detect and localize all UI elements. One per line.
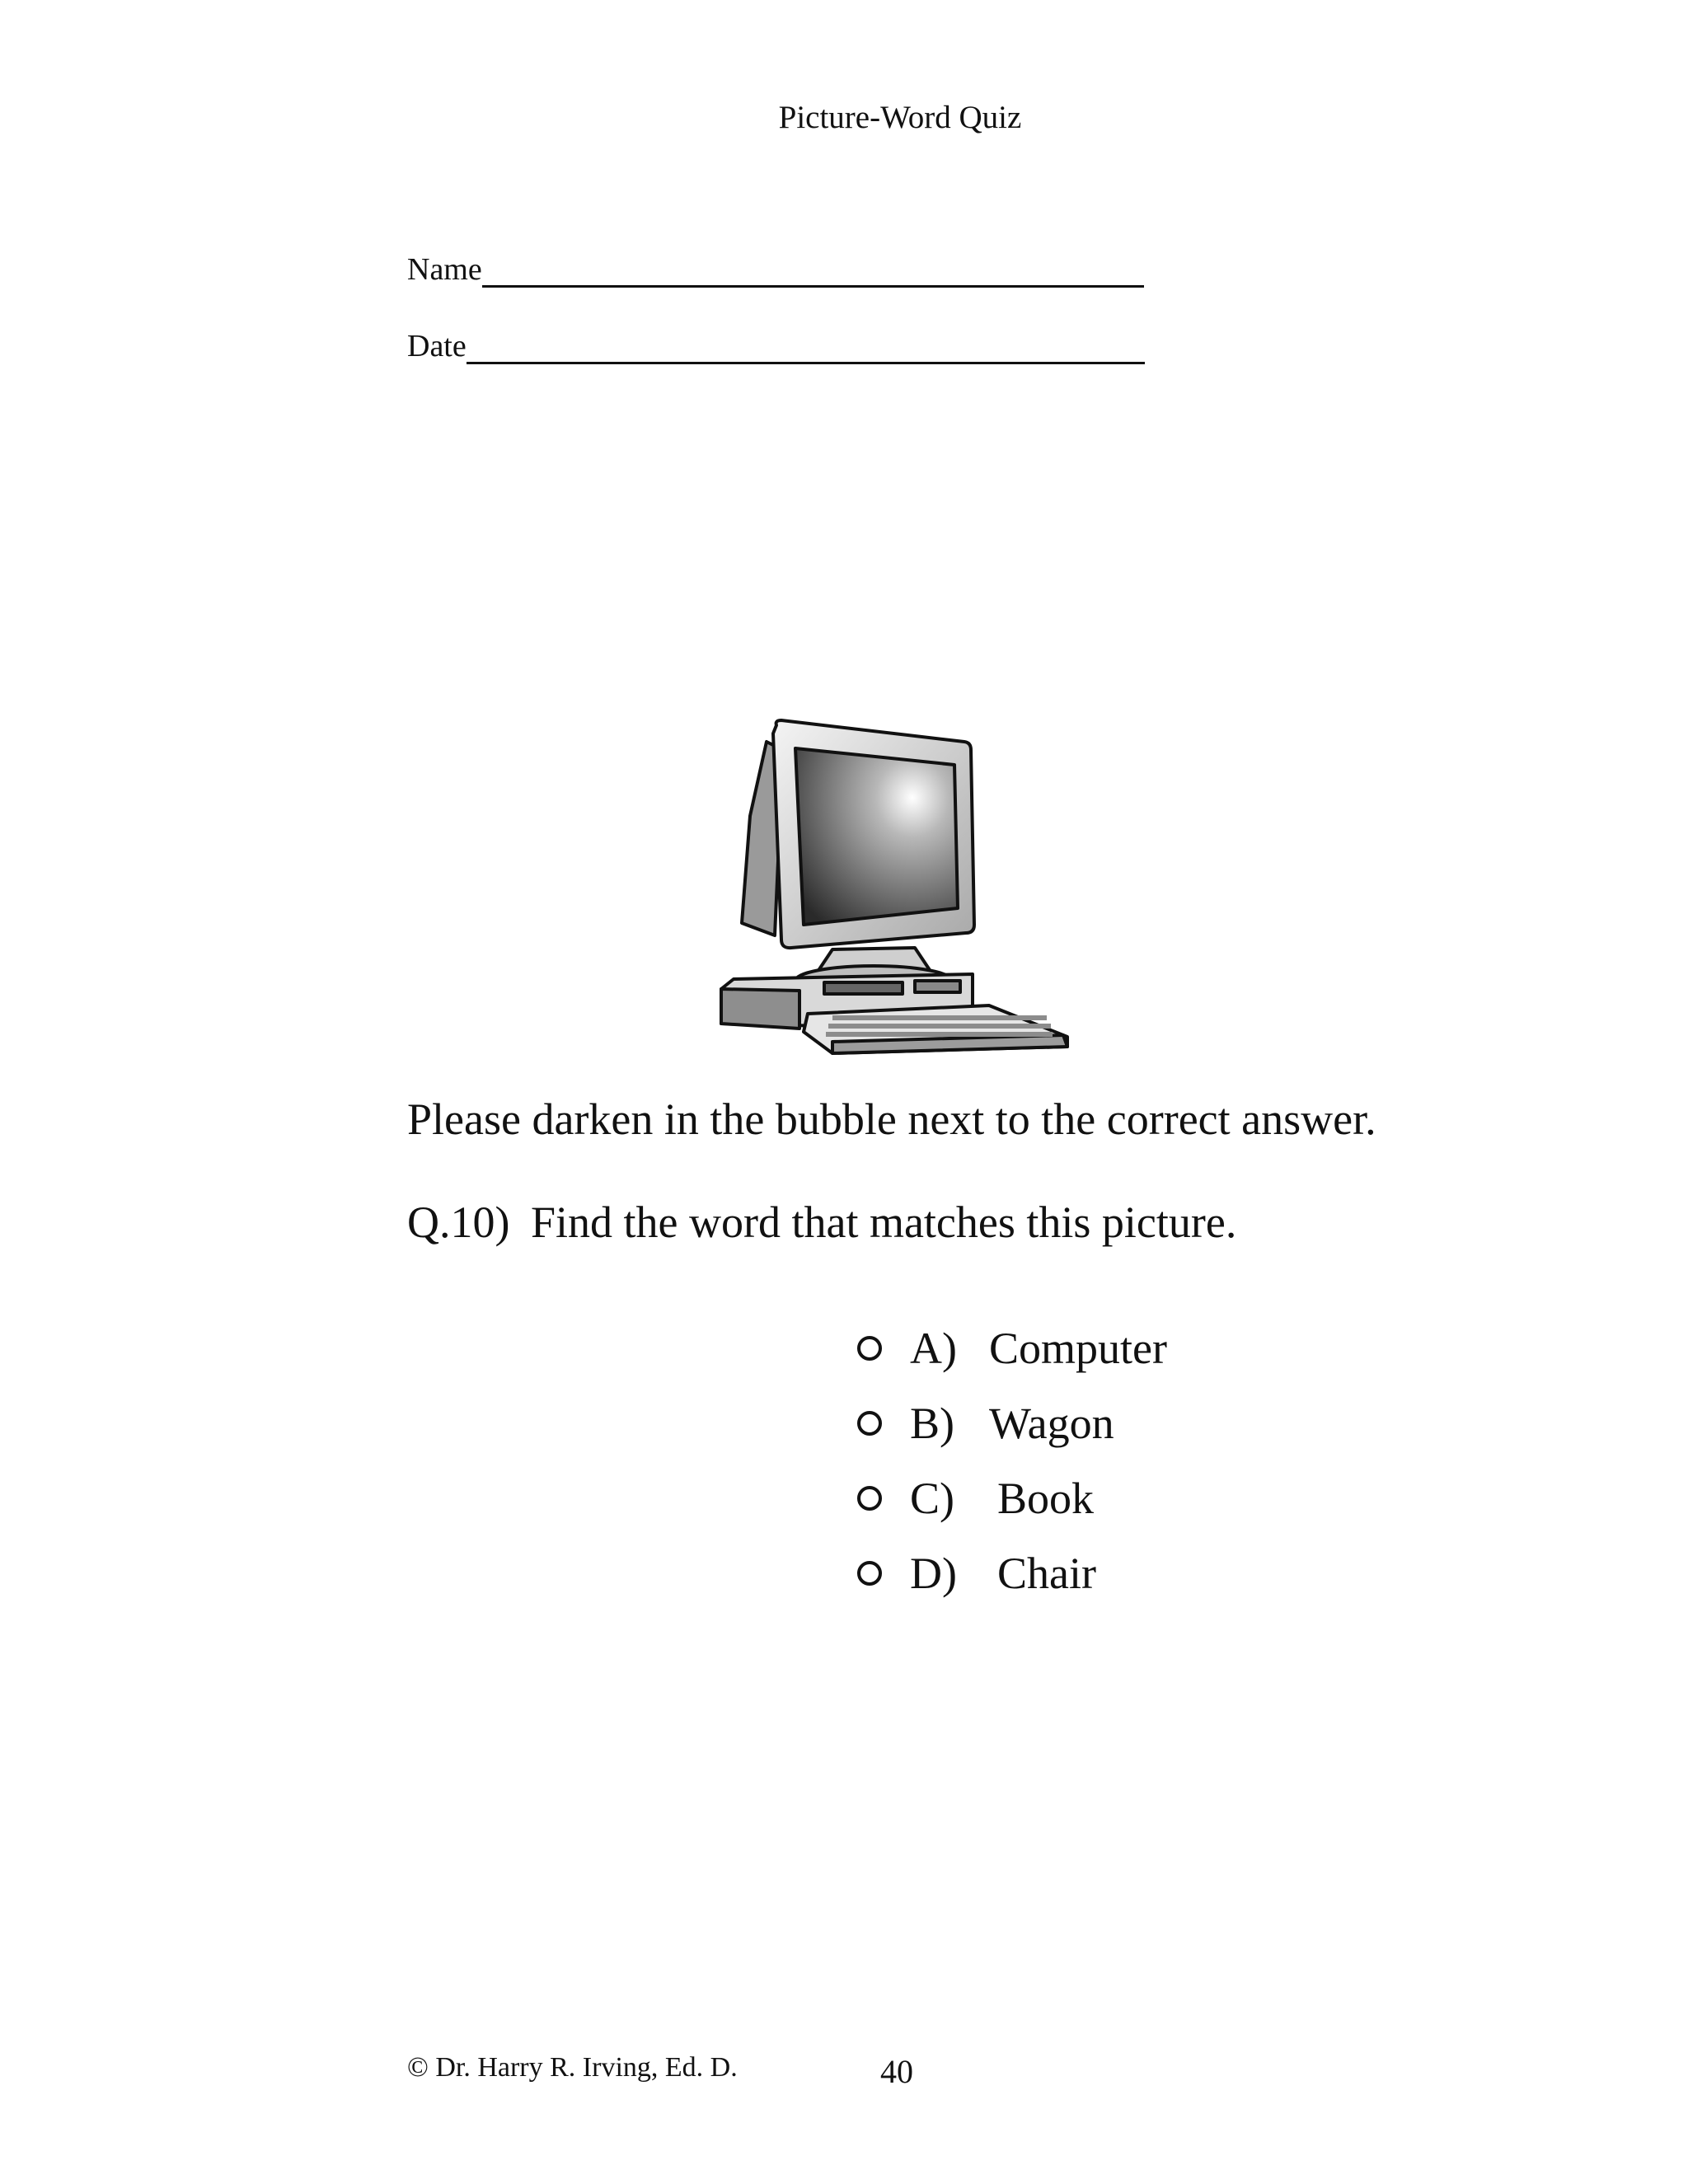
option-a-letter: A) bbox=[910, 1323, 957, 1373]
name-line[interactable] bbox=[482, 255, 1144, 288]
question-text: Find the word that matches this picture. bbox=[531, 1197, 1237, 1247]
instructions: Please darken in the bubble next to the correct answer. bbox=[407, 1094, 1376, 1144]
bubble-b[interactable] bbox=[857, 1411, 882, 1436]
copyright-notice: © Dr. Harry R. Irving, Ed. D. bbox=[407, 2052, 738, 2083]
question bbox=[407, 1197, 1236, 1248]
option-d[interactable] bbox=[857, 1535, 1167, 1610]
option-a-text: Computer bbox=[989, 1323, 1167, 1373]
option-c-letter: C) bbox=[910, 1473, 954, 1523]
option-d-letter: D) bbox=[910, 1548, 957, 1598]
page-number: 40 bbox=[880, 2053, 913, 2090]
bubble-a[interactable] bbox=[857, 1336, 882, 1361]
option-c-text: Book bbox=[997, 1473, 1095, 1523]
option-b-text: Wagon bbox=[989, 1398, 1114, 1448]
date-label: Date bbox=[407, 329, 467, 363]
name-field[interactable] bbox=[407, 251, 1144, 288]
option-b-letter: B) bbox=[910, 1398, 954, 1448]
answer-options bbox=[857, 1310, 1167, 1610]
bubble-c[interactable] bbox=[857, 1486, 882, 1511]
option-c[interactable] bbox=[857, 1460, 1167, 1535]
option-b[interactable] bbox=[857, 1385, 1167, 1460]
date-line[interactable] bbox=[467, 332, 1145, 364]
bubble-d[interactable] bbox=[857, 1561, 882, 1586]
option-d-text: Chair bbox=[997, 1548, 1096, 1598]
question-number: Q.10) bbox=[407, 1197, 510, 1247]
option-a[interactable] bbox=[857, 1310, 1167, 1385]
date-field[interactable] bbox=[407, 328, 1145, 364]
name-label: Name bbox=[407, 252, 482, 287]
desktop-computer-icon bbox=[717, 717, 1080, 1063]
page-title: Picture-Word Quiz bbox=[778, 100, 1022, 135]
